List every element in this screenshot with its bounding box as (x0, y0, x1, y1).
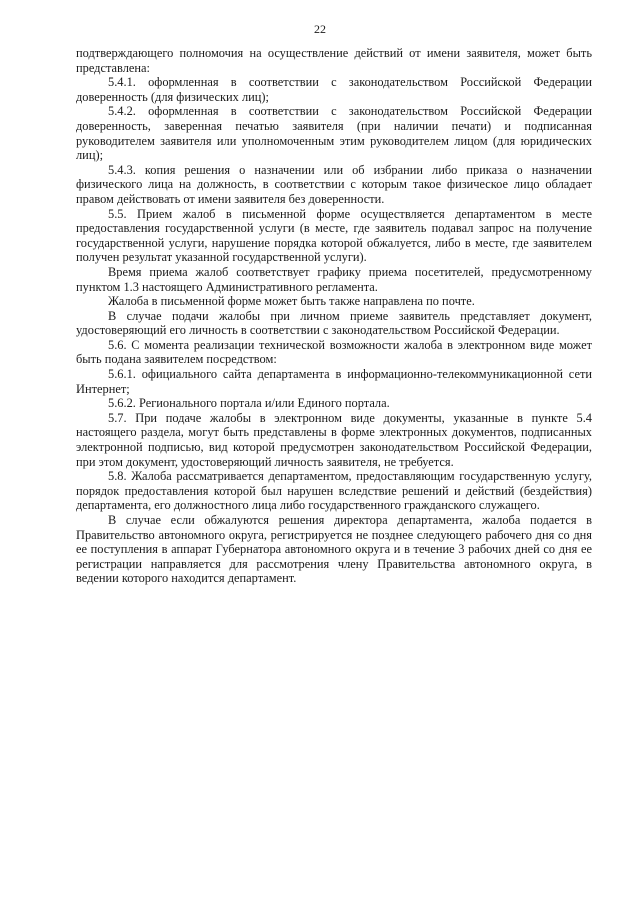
paragraph-5-6: 5.6. С момента реализации технической возможности жалоба в электронном виде может быть подана заявителем посредством: (76, 337, 592, 367)
paragraph-5-6-2: 5.6.2. Регионального портала и/или Единого портала. (108, 396, 390, 411)
paragraph-by-mail: Жалоба в письменной форме может быть также направлена по почте. (108, 294, 475, 309)
paragraph-5-6-1: 5.6.1. официального сайта департамента в информационно-телекоммуникационной сети Интернет; (76, 367, 592, 396)
paragraph-5-8: 5.8. Жалоба рассматривается департаментом, предоставляющим государственную услугу, порядок предоставления которой был нарушен вследствие решений и действий (бездействия) департамента, его должностного лица либо государственного гражданского служащего. (76, 469, 592, 513)
paragraph-director-appeal: В случае если обжалуются решения директора департамента, жалоба подается в Правительство автономного округа, регистрируется не позднее следующего рабочего дня со дня ее поступления в аппарат Губернатора автономного округа и в течение 3 рабочих дней со дня ее регистрации направляется для рассмотрения члену Правительства автономного округа, в ведении которого находится департамент. (76, 513, 592, 586)
paragraph-5-4-2: 5.4.2. оформленная в соответствии с законодательством Российской Федерации доверенность, заверенная печатью заявителя (при наличии печати) и подписанная руководителем заявителя или уполномоченным этим руководителем лицом (для юридических лиц); (76, 104, 592, 163)
paragraph-5-4-1: 5.4.1. оформленная в соответствии с законодательством Российской Федерации доверенность (для физических лиц); (76, 75, 592, 104)
paragraph-5-4-3: 5.4.3. копия решения о назначении или об избрании либо приказа о назначении физического лица на должность, в соответствии с которым такое физическое лицо обладает правом действовать от имени заявителя без доверенности. (76, 162, 592, 206)
paragraph-personal-reception: В случае подачи жалобы при личном приеме заявитель представляет документ, удостоверяющий его личность в соответствии с законодательством Российской Федерации. (76, 308, 592, 338)
paragraph-continuation: подтверждающего полномочия на осуществление действий от имени заявителя, может быть представлена: (76, 46, 592, 75)
paragraph-reception-time: Время приема жалоб соответствует графику приема посетителей, предусмотренному пунктом 1.3 настоящего Административного регламента. (76, 264, 592, 294)
page-number: 22 (314, 22, 326, 36)
paragraph-5-7: 5.7. При подаче жалобы в электронном виде документы, указанные в пункте 5.4 настоящего раздела, могут быть представлены в форме электронных документов, подписанных электронной подписью, вид которой предусмотрен законодательством Российской Федерации, при этом документ, удостоверяющий личность заявителя, не требуется. (76, 410, 592, 469)
paragraph-5-5: 5.5. Прием жалоб в письменной форме осуществляется департаментом в месте предоставления государственной услуги (в месте, где заявитель подавал запрос на получение государственной услуги, нарушение порядка которой обжалуется, либо в месте, где заявителем получен результат указанной государственной услуги). (76, 206, 592, 265)
document-body (76, 46, 592, 586)
